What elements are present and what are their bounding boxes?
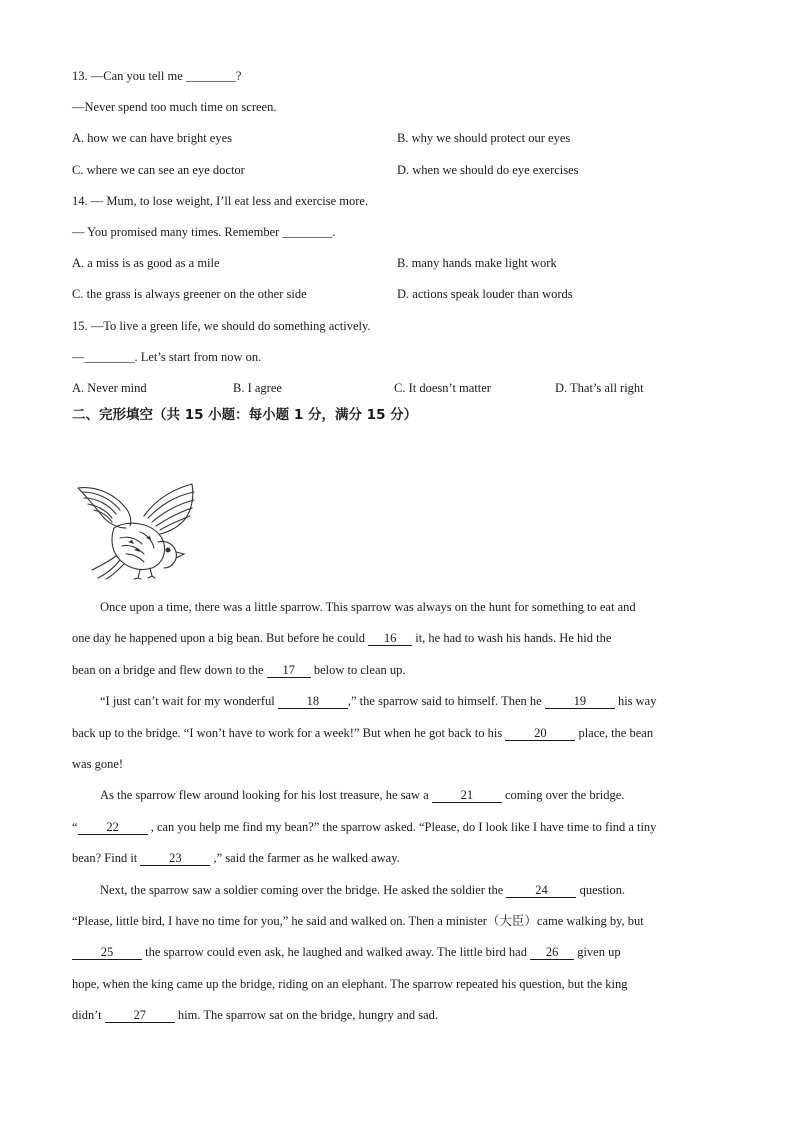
question-13-options-row-2 bbox=[72, 160, 722, 191]
question-15-option-b: B. I agree bbox=[233, 380, 282, 395]
question-13-option-b: B. why we should protect our eyes bbox=[397, 131, 571, 146]
question-14-option-b: B. many hands make light work bbox=[397, 256, 557, 271]
passage-line bbox=[72, 911, 722, 942]
passage-line bbox=[72, 817, 722, 848]
passage-text: Next, the sparrow saw a soldier coming over the bridge. He asked the soldier the bbox=[100, 882, 507, 897]
blank-24: 24 bbox=[506, 883, 576, 898]
passage-text: “ bbox=[72, 819, 78, 834]
passage-text: “Please, little bird, I have no time for you,” he said and walked on. Then a minister（大臣）came walking by, but bbox=[72, 913, 644, 928]
blank-23: 23 bbox=[140, 851, 210, 866]
passage-line bbox=[72, 754, 722, 785]
passage-text: didn’t bbox=[72, 1008, 105, 1023]
sparrow-illustration bbox=[74, 482, 198, 580]
passage-text: As the sparrow flew around looking for his lost treasure, he saw a bbox=[100, 788, 432, 803]
passage-line bbox=[72, 880, 722, 911]
passage-text: below to clean up. bbox=[310, 662, 406, 677]
question-15-stem: 15. —To live a green life, we should do something actively. bbox=[72, 318, 371, 333]
passage-line bbox=[72, 660, 722, 691]
passage-text: coming over the bridge. bbox=[501, 788, 625, 803]
passage-line bbox=[72, 691, 722, 722]
passage-text: him. The sparrow sat on the bridge, hungry and sad. bbox=[174, 1008, 439, 1023]
question-13-reply: —Never spend too much time on screen. bbox=[72, 100, 277, 115]
blank-16: 16 bbox=[368, 631, 412, 646]
question-15-option-c: C. It doesn’t matter bbox=[394, 380, 491, 395]
question-15-reply: —________. Let’s start from now on. bbox=[72, 349, 262, 364]
passage-text: back up to the bridge. “I won’t have to work for a week!” But when he got back to his bbox=[72, 725, 506, 740]
passage-text: the sparrow could even ask, he laughed and walked away. The little bird had bbox=[142, 945, 531, 960]
passage-text: Once upon a time, there was a little sparrow. This sparrow was always on the hunt for something to eat and bbox=[100, 600, 636, 614]
passage-text: given up bbox=[574, 945, 621, 960]
question-15-option-d: D. That’s all right bbox=[555, 380, 644, 395]
blank-18: 18 bbox=[278, 694, 348, 709]
question-14-option-d: D. actions speak louder than words bbox=[397, 287, 573, 302]
question-15-option-a: A. Never mind bbox=[72, 380, 147, 395]
passage-line bbox=[72, 942, 722, 973]
blank-25: 25 bbox=[72, 945, 142, 960]
passage-line bbox=[72, 597, 722, 628]
blank-22: 22 bbox=[78, 820, 148, 835]
blank-21: 21 bbox=[432, 788, 502, 803]
passage-line bbox=[72, 974, 722, 1005]
question-13-option-d: D. when we should do eye exercises bbox=[397, 162, 579, 177]
question-13-stem: 13. —Can you tell me ________? bbox=[72, 69, 242, 83]
passage-text: one day he happened upon a big bean. But before he could bbox=[72, 631, 369, 646]
blank-26: 26 bbox=[530, 945, 574, 960]
blank-20: 20 bbox=[505, 726, 575, 741]
blank-27: 27 bbox=[105, 1008, 175, 1023]
passage-text: , can you help me find my bean?” the sparrow asked. “Please, do I look like I have time to find a tiny bbox=[147, 819, 657, 834]
question-14-option-a: A. a miss is as good as a mile bbox=[72, 256, 220, 271]
passage-text: ,” the sparrow said to himself. Then he bbox=[347, 694, 545, 709]
passage-line bbox=[72, 628, 722, 659]
question-14-reply: — You promised many times. Remember ________. bbox=[72, 224, 336, 239]
blank-17: 17 bbox=[267, 663, 311, 678]
passage-text: question. bbox=[576, 882, 626, 897]
question-13-options-row-1 bbox=[72, 128, 722, 159]
blank-19: 19 bbox=[545, 694, 615, 709]
passage-text: place, the bean bbox=[575, 725, 654, 740]
passage-text: “I just can’t wait for my wonderful bbox=[100, 694, 278, 709]
question-14-options-row-2 bbox=[72, 284, 722, 315]
passage-text: hope, when the king came up the bridge, riding on an elephant. The sparrow repeated his question, but the king bbox=[72, 976, 628, 991]
passage-text: bean? Find it bbox=[72, 851, 141, 866]
passage-text: his way bbox=[614, 694, 657, 709]
passage-text: bean on a bridge and flew down to the bbox=[72, 662, 267, 677]
passage-line bbox=[72, 848, 722, 879]
passage-line bbox=[72, 785, 722, 816]
passage-text: ,” said the farmer as he walked away. bbox=[210, 851, 400, 866]
question-13-option-c: C. where we can see an eye doctor bbox=[72, 162, 245, 177]
question-14-option-c: C. the grass is always greener on the other side bbox=[72, 287, 307, 302]
cloze-passage bbox=[72, 597, 722, 1036]
question-14-options-row-1 bbox=[72, 253, 722, 284]
passage-text: it, he had to wash his hands. He hid the bbox=[412, 631, 612, 646]
passage-line bbox=[72, 1005, 722, 1036]
question-13-option-a: A. how we can have bright eyes bbox=[72, 131, 233, 146]
section-title: 二、完形填空（共 15 小题：每小题 1 分，满分 15 分） bbox=[72, 407, 418, 424]
passage-line bbox=[72, 723, 722, 754]
question-14-stem: 14. — Mum, to lose weight, I’ll eat less and exercise more. bbox=[72, 193, 369, 208]
questions-block bbox=[72, 66, 722, 425]
passage-text: was gone! bbox=[72, 756, 124, 771]
